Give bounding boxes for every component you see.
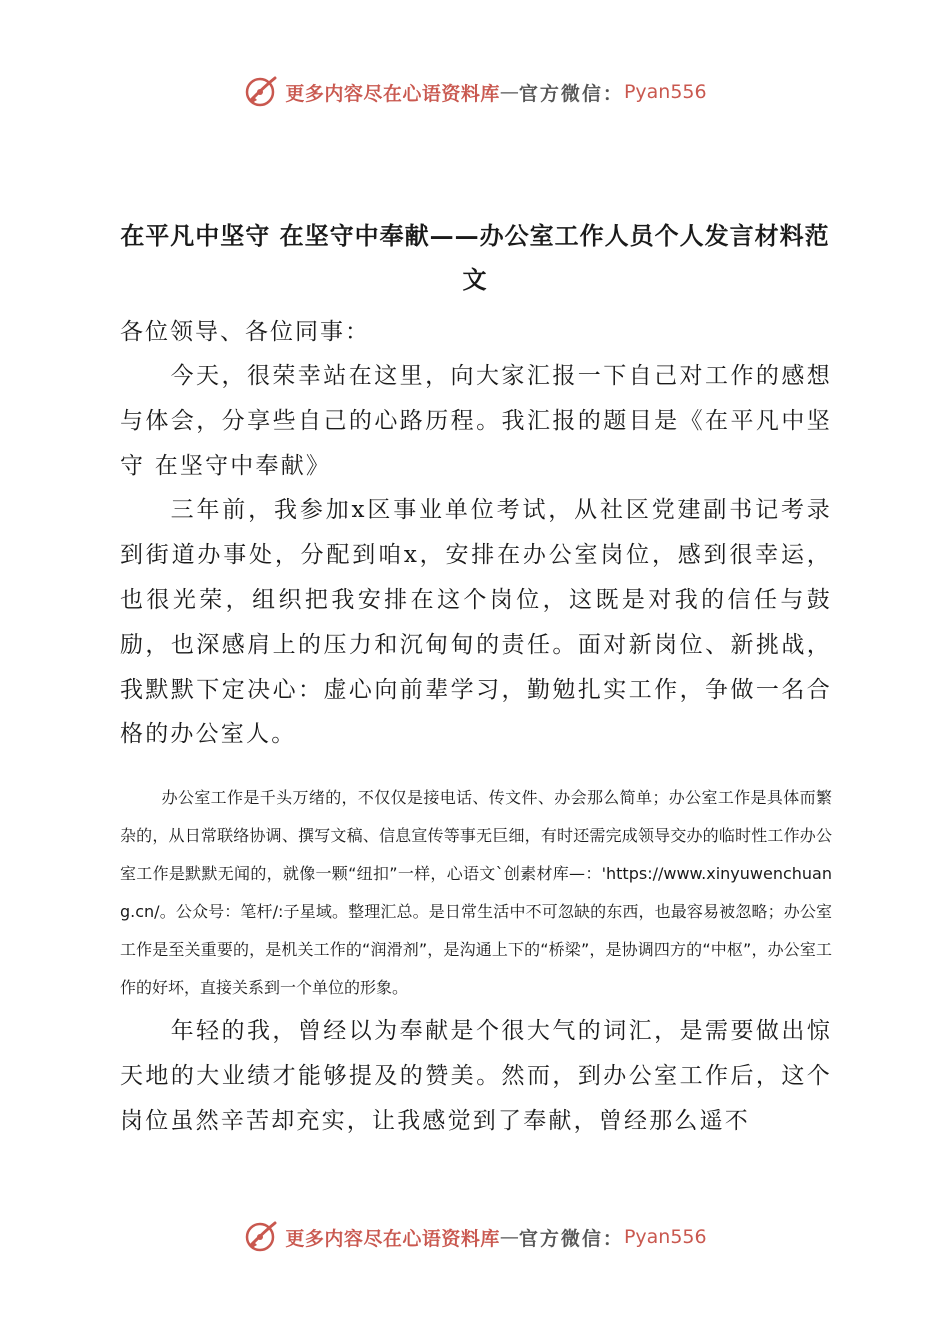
paragraph: 今天，很荣幸站在这里，向大家汇报一下自己对工作的感想与体会，分享些自己的心路历程。我汇报的题目是《在平凡中坚守 在坚守中奉献》 bbox=[120, 363, 832, 479]
pen-logo-icon bbox=[243, 74, 279, 110]
footer-banner bbox=[0, 1215, 950, 1259]
banner-wechat-label: 官方微信： bbox=[518, 1227, 624, 1250]
banner-wechat-id: Pyan556 bbox=[623, 81, 707, 103]
document-title: 在平凡中坚守 在坚守中奉献——办公室工作人员个人发言材料范文 bbox=[120, 221, 830, 294]
paragraph: 三年前，我参加x区事业单位考试，从社区党建副书记考录到街道办事处，分配到咱x，安排在办公室岗位，感到很幸运，也很光荣，组织把我安排在这个岗位，这既是对我的信任与鼓励，也深感肩上的压力和沉甸甸的责任。面对新岗位、新挑战，我默默下定决心：虚心向前辈学习，勤勉扎实工作，争做一名合格的办公室人。 bbox=[120, 497, 832, 748]
banner-wechat-id: Pyan556 bbox=[623, 1226, 707, 1248]
header-banner bbox=[0, 70, 950, 114]
salutation: 各位领导、各位同事： bbox=[120, 319, 370, 345]
document-body bbox=[120, 310, 832, 1144]
pen-logo-icon bbox=[243, 1219, 279, 1255]
banner-slogan: 更多内容尽在心语资料库 bbox=[285, 1227, 500, 1250]
banner-separator: — bbox=[499, 1226, 519, 1248]
banner-slogan: 更多内容尽在心语资料库 bbox=[285, 82, 500, 105]
banner-separator: — bbox=[499, 81, 519, 103]
paragraph: 年轻的我，曾经以为奉献是个很大气的词汇，是需要做出惊天地的大业绩才能够提及的赞美。然而，到办公室工作后，这个岗位虽然辛苦却充实，让我感觉到了奉献，曾经那么遥不 bbox=[120, 1018, 832, 1134]
banner-wechat-label: 官方微信： bbox=[518, 82, 624, 105]
paragraph-inserted: 办公室工作是千头万绪的，不仅仅是接电话、传文件、办会那么简单；办公室工作是具体而繁杂的，从日常联络协调、撰写文稿、信息宣传等事无巨细，有时还需完成领导交办的临时性工作办公室工作是默默无闻的，就像一颗“纽扣”一样，心语文`创素材库—：'https://www.xinyuwenchuang.cn/。公众号：笔杆/:子星域。整理汇总。是日常生活中不可忽缺的东西，也最容易被忽略；办公室工作是至关重要的，是机关工作的“润滑剂”，是沟通上下的“桥梁”，是协调四方的“中枢”，办公室工作的好坏，直接关系到一个单位的形象。 bbox=[120, 788, 832, 998]
